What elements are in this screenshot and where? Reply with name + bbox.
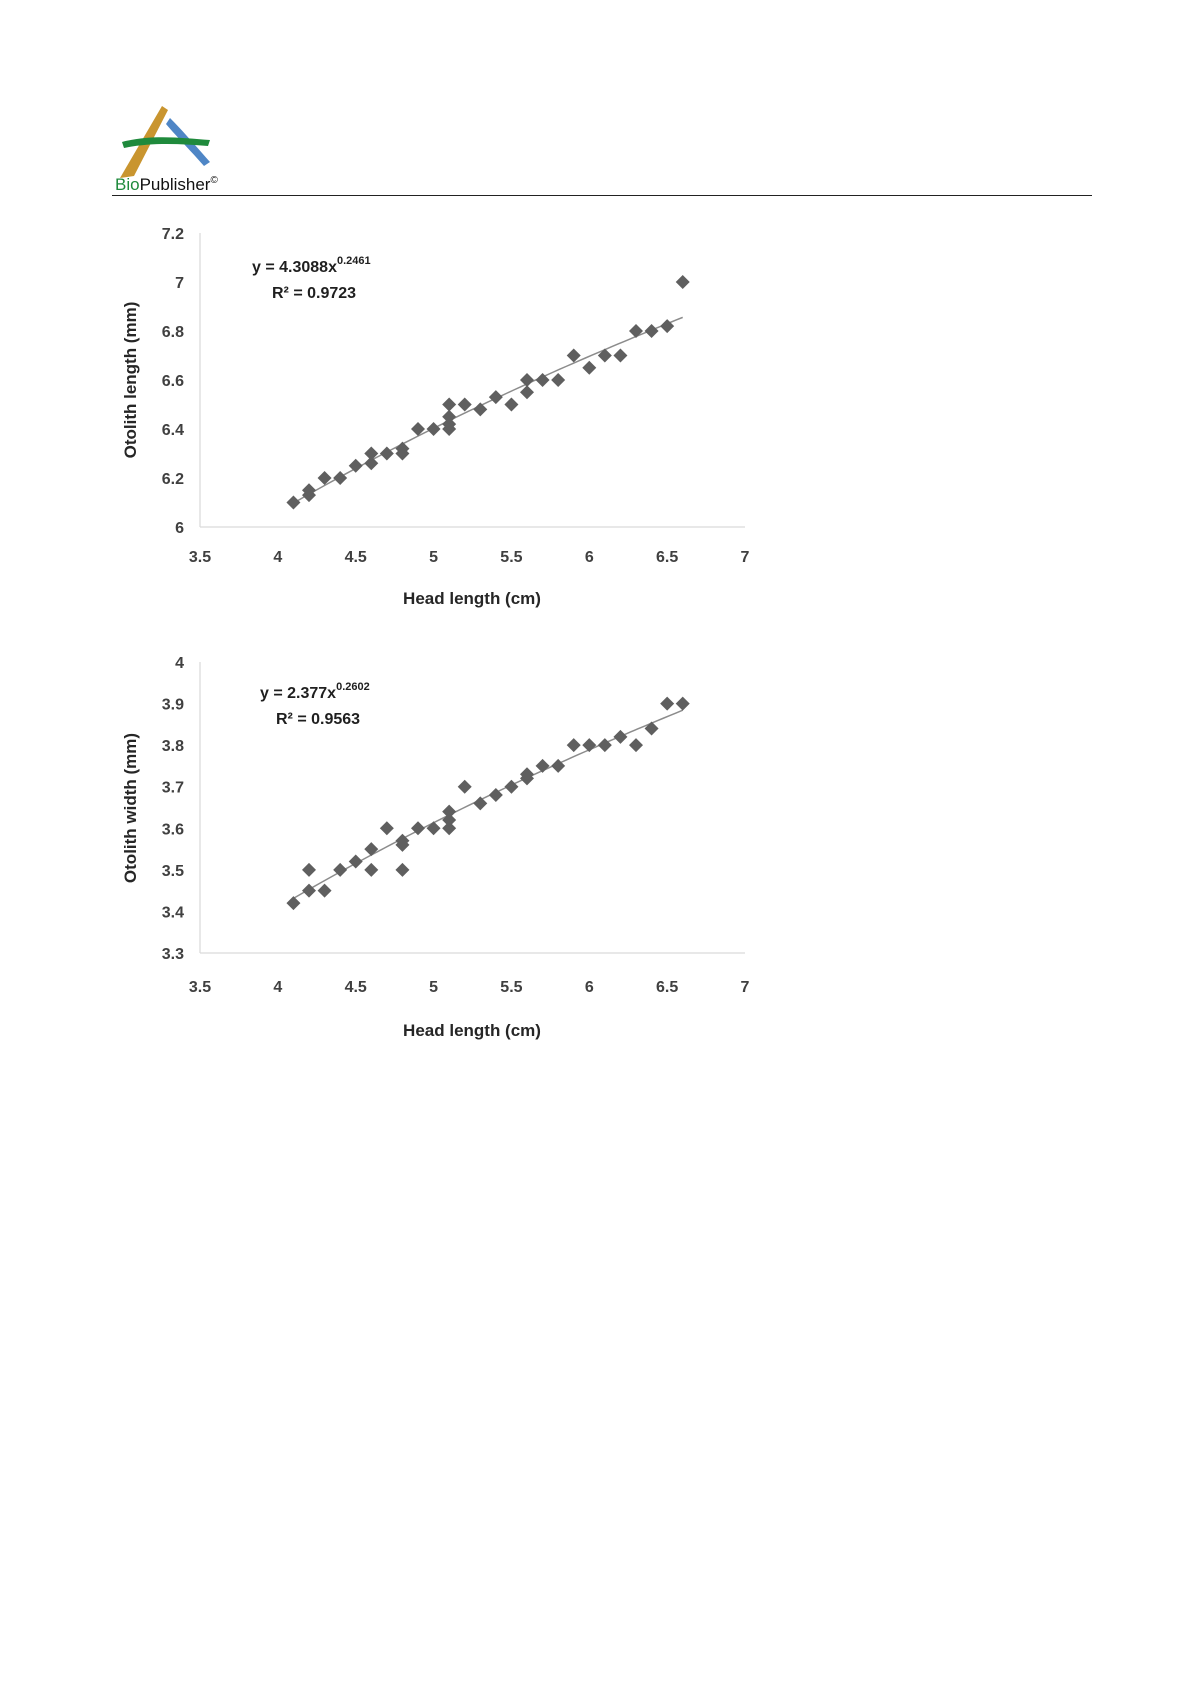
- data-point: [629, 738, 643, 752]
- r-squared-label: R² = 0.9563: [276, 711, 361, 728]
- equation-base: y = 2.377x: [260, 685, 337, 702]
- x-tick-label: 3.5: [188, 549, 212, 566]
- equation-base: y = 4.3088x: [252, 259, 337, 276]
- copyright-mark: ©: [210, 175, 218, 186]
- data-point: [660, 697, 674, 711]
- x-tick-label: 4.5: [344, 979, 367, 996]
- y-tick-label: 3.7: [161, 779, 184, 797]
- data-point: [582, 738, 596, 752]
- y-tick-label: 6.2: [161, 471, 184, 488]
- data-point: [536, 759, 550, 773]
- data-point: [318, 884, 332, 898]
- x-tick-label: 7: [740, 549, 750, 566]
- data-point: [473, 796, 487, 810]
- y-axis-title: Otolith width (mm): [121, 732, 140, 884]
- data-point: [442, 805, 456, 819]
- y-tick-label: 4: [175, 655, 184, 672]
- data-point: [364, 863, 378, 877]
- equation-exponent: 0.2461: [336, 255, 371, 267]
- data-point: [613, 730, 627, 744]
- x-tick-label: 5.5: [500, 549, 523, 566]
- y-tick-label: 6.4: [161, 422, 184, 439]
- y-tick-label: 3.4: [161, 904, 184, 922]
- y-tick-label: 3.9: [161, 696, 184, 714]
- x-tick-label: 4: [273, 979, 283, 996]
- y-tick-label: 3.6: [161, 821, 184, 839]
- x-tick-label: 3.5: [188, 979, 212, 996]
- data-point: [458, 780, 472, 794]
- data-point: [645, 722, 659, 736]
- y-tick-label: 3.3: [161, 946, 184, 963]
- y-tick-label: 3.8: [161, 738, 184, 756]
- y-tick-label: 3.5: [161, 862, 184, 880]
- x-tick-label: 4.5: [344, 549, 367, 566]
- y-tick-label: 6: [175, 520, 184, 537]
- equation-exponent: 0.2602: [336, 681, 370, 693]
- x-tick-label: 6.5: [656, 979, 679, 996]
- y-axis-title: Otolith length (mm): [121, 301, 140, 459]
- data-point: [380, 821, 394, 835]
- data-point: [504, 780, 518, 794]
- brand-rest: Publisher: [139, 175, 211, 194]
- x-tick-label: 6.5: [656, 549, 679, 566]
- r-squared-label: R² = 0.9723: [272, 285, 357, 302]
- x-axis-title: Head length (cm): [403, 589, 541, 608]
- brand-prefix: Bio: [115, 175, 140, 194]
- data-point: [364, 842, 378, 856]
- otolith-width-chart: [0, 0, 800, 1060]
- x-tick-label: 7: [740, 979, 750, 996]
- x-tick-label: 5.5: [500, 979, 523, 996]
- x-tick-label: 5: [429, 979, 439, 996]
- data-point: [302, 863, 316, 877]
- y-tick-label: 6.6: [161, 373, 184, 390]
- y-tick-label: 7: [175, 275, 184, 292]
- data-point: [676, 697, 690, 711]
- y-tick-label: 7.2: [161, 226, 184, 243]
- x-tick-label: 5: [429, 549, 439, 566]
- data-point: [395, 863, 409, 877]
- data-point: [427, 821, 441, 835]
- data-point: [286, 896, 300, 910]
- data-point: [567, 738, 581, 752]
- x-tick-label: 6: [584, 979, 594, 996]
- x-axis-title: Head length (cm): [403, 1021, 541, 1040]
- x-tick-label: 4: [273, 549, 283, 566]
- y-tick-label: 6.8: [161, 324, 184, 341]
- x-tick-label: 6: [584, 549, 594, 566]
- trendline-equation: [260, 681, 370, 702]
